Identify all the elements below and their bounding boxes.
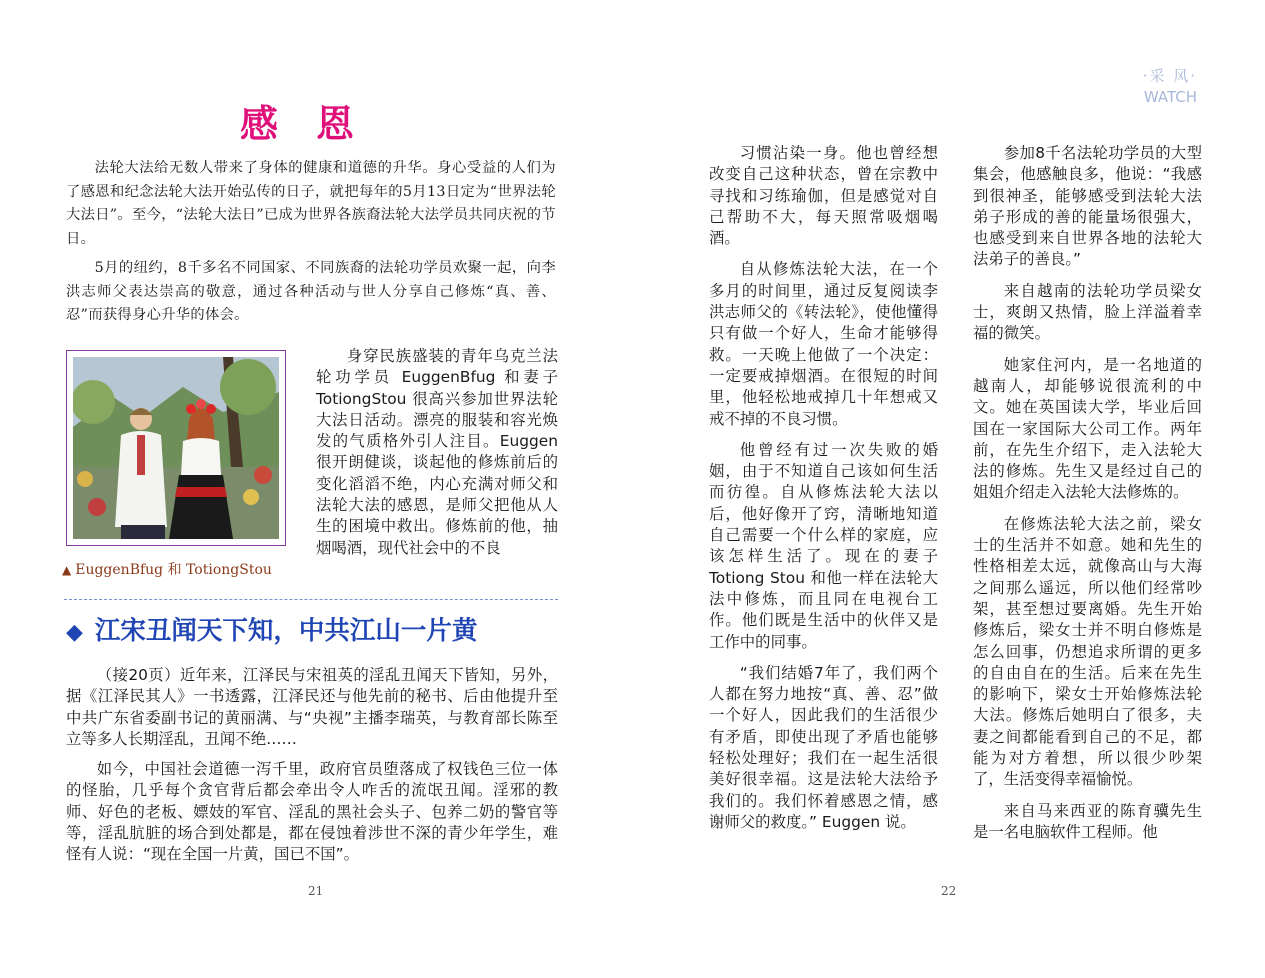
body-paragraph: 习惯沾染一身。他也曾经想改变自己这种状态，曾在宗教中寻找和习练瑜伽，但是感觉对自己帮助不大，每天照常吸烟喝酒。 <box>709 144 938 248</box>
caption-text: EuggenBfug 和 TotiongStou <box>75 562 272 578</box>
section-tag <box>1143 66 1197 108</box>
couple-photo-image <box>73 357 279 539</box>
couple-photo <box>66 350 286 546</box>
body-paragraph: 他曾经有过一次失败的婚姻，由于不知道自己该如何生活而彷徨。自从修炼法轮大法以后，他好像开了窍，清晰地知道自己需要一个什么样的家庭，应该怎样生活了。现在的妻子 Totiong Stou 和他一样在法轮大法中修炼，而且同在电视台工作。他们既是生活中的伙伴又是工作中的同事。 <box>709 440 938 651</box>
page-number-right: 22 <box>941 884 957 898</box>
body-paragraph: 在修炼法轮大法之前，梁女士的生活并不如意。她和先生的性格相差太远，就像高山与大海之间那么遥远，所以他们经常吵架，甚至想过要离婚。先生开始修炼后，梁女士并不明白修炼是怎么回事，仍想追求所谓的更多的自由自在的生活。后来在先生的影响下，梁女士开始修炼法轮大法。修炼后她明白了很多，夫妻之间都能看到自己的不足，都能为对方着想，所以很少吵架了，生活变得幸福愉悦。 <box>973 514 1202 789</box>
body-paragraph: （接20页）近年来，江泽民与宋祖英的淫乱丑闻天下皆知，另外，据《江泽民其人》一书透露，江泽民还与他先前的秘书、后由他提升至中共广东省委副书记的黄丽满、与“央视”主播李瑞英，与教育部长陈至立等多人长期淫乱，丑闻不绝…… <box>66 666 558 748</box>
text-column-c <box>709 143 938 843</box>
article-title: 感恩 <box>240 101 393 146</box>
text-column-d <box>973 143 1202 853</box>
body-paragraph: “我们结婚7年了，我们两个人都在努力地按“真、善、忍”做一个好人，因此我们的生活很少有矛盾，即使出现了矛盾也能够轻松处理好；我们在一起生活很美好很幸福。这是法轮大法给予我们的。我们怀着感恩之情，感谢师父的救度。” Euggen 说。 <box>709 663 938 831</box>
section-tag-en: WATCH <box>1143 88 1197 106</box>
body-paragraph: 身穿民族盛装的青年乌克兰法轮功学员 EuggenBfug 和妻子 TotiongStou 很高兴参加世界法轮大法日活动。漂亮的服装和容光焕发的气质格外引人注目。Euggen 很开朗健谈，谈起他的修炼前后的变化滔滔不绝，内心充满对师父和法轮大法的感恩，是师父把他从人生的困境中救出。修炼前的他，抽烟喝酒，现代社会中的不良 <box>316 347 558 557</box>
section-tag-zh: ·采 风· <box>1142 67 1197 85</box>
diamond-icon: ◆ <box>66 620 83 645</box>
body-paragraph: 来自越南的法轮功学员梁女士，爽朗又热情，脸上洋溢着幸福的微笑。 <box>973 281 1202 343</box>
second-article-body <box>66 665 558 875</box>
section-divider <box>64 599 558 600</box>
text-column-a <box>316 346 558 569</box>
body-paragraph: 来自马来西亚的陈育骥先生是一名电脑软件工程师。他 <box>973 801 1202 841</box>
article-intro <box>66 157 556 334</box>
intro-paragraph: 法轮大法给无数人带来了身体的健康和道德的升华。身心受益的人们为了感恩和纪念法轮大法开始弘传的日子，就把每年的5月13日定为“世界法轮大法日”。至今，“法轮大法日”已成为世界各族裔法轮大法学员共同庆祝的节日。 <box>66 160 556 247</box>
intro-paragraph: 5月的纽约，8千多名不同国家、不同族裔的法轮功学员欢聚一起，向李洪志师父表达崇高的敬意，通过各种活动与世人分享自己修炼“真、善、忍”而获得身心升华的体会。 <box>66 260 556 323</box>
body-paragraph: 如今，中国社会道德一泻千里，政府官员堕落成了权钱色三位一体的怪胎，几乎每个贪官背后都会牵出令人咋舌的流氓丑闻。淫邪的教师、好色的老板、嫖妓的军官、淫乱的黑社会头子、包养二奶的警官等等，淫乱肮脏的场合到处都是，都在侵蚀着涉世不深的青少年学生，难怪有人说：“现在全国一片黄，国已不国”。 <box>66 760 558 864</box>
headline-text: 江宋丑闻天下知，中共江山一片黄 <box>94 616 478 646</box>
photo-caption <box>62 560 302 580</box>
body-paragraph: 自从修炼法轮大法，在一个多月的时间里，通过反复阅读李洪志师父的《转法轮》，使他懂得只有做一个好人，生命才能够得救。一天晚上他做了一个决定：一定要戒掉烟酒。在很短的时间里，他轻松地戒掉几十年想戒又戒不掉的不良习惯。 <box>709 260 938 428</box>
caption-marker: ▲ <box>62 563 72 577</box>
page-number-left: 21 <box>308 884 324 898</box>
body-paragraph: 她家住河内，是一名地道的越南人，却能够说很流利的中文。她在英国读大学，毕业后回国在一家国际大公司工作。两年前，在先生介绍下，走入法轮大法的修炼。先生又是经过自己的姐姐介绍走入法轮大法修炼的。 <box>973 355 1202 502</box>
body-paragraph: 参加8千名法轮功学员的大型集会，他感触良多，他说：“我感到很神圣，能够感受到法轮大法弟子形成的善的能量场很强大，也感受到来自世界各地的法轮大法弟子的善良。” <box>973 144 1202 269</box>
second-article-headline <box>66 613 566 651</box>
